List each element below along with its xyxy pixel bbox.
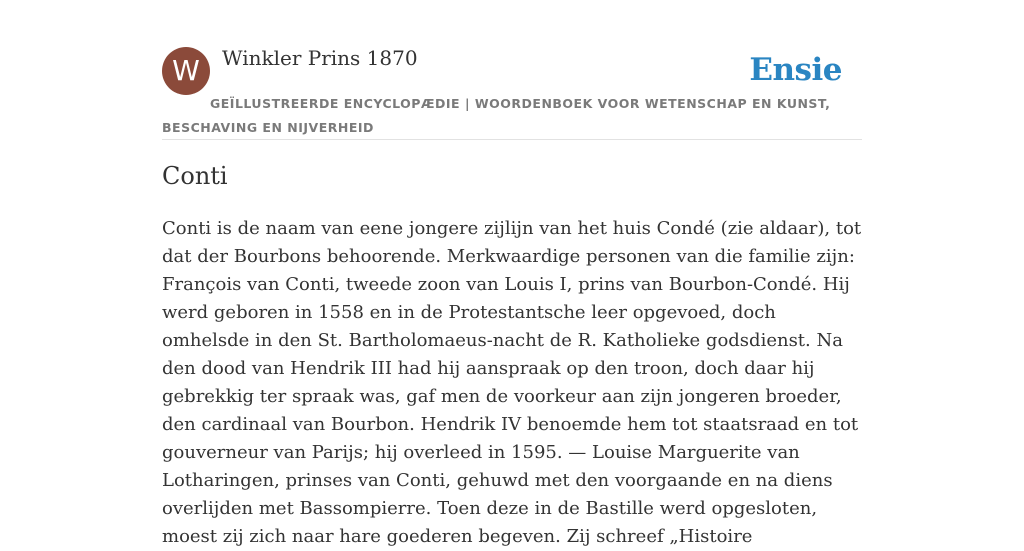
article-body: Conti is de naam van eene jongere zijlijn van het huis Condé (zie aldaar), tot dat der Bourbons behoorende. Merkwaardige personen van die familie zijn: François van Conti, tweede zoon van Louis I, prins van Bourbon-Condé. Hij werd geboren in 1558 en in de Protestantsche leer opgevoed, doch omhelsde in den St. Bartholomaeus-nacht de R. Katholieke godsdienst. Na den dood van Hendrik III had hij aanspraak op den troon, doch daar hij gebrekkig ter spraak was, gaf men de voorkeur aan zijn jongeren broeder, den cardinaal van Bourbon. Hendrik IV benoemde hem tot staatsraad en tot gouverneur van Parijs; hij overleed in 1595. — Louise Marguerite van Lotharingen, prinses van Conti, gehuwd met den voorgaande en na diens overlijden met Bassompierre. Toen deze in de Bastille werd opgesloten, moest zij zich naar hare goederen begeven. Zij schreef „Histoire [162, 218, 862, 547]
header-divider [162, 139, 862, 140]
source-title-link[interactable]: Winkler Prins 1870 [222, 46, 418, 70]
source-subtitle: GEÏLLUSTREERDE ENCYCLOPÆDIE | WOORDENBOEK VOOR WETENSCHAP EN KUNST, BESCHAVING EN NIJVERHEID [162, 96, 831, 135]
article-title: Conti [162, 162, 228, 190]
ensie-logo[interactable]: Ensie [749, 52, 842, 88]
source-avatar[interactable]: W [162, 47, 210, 95]
